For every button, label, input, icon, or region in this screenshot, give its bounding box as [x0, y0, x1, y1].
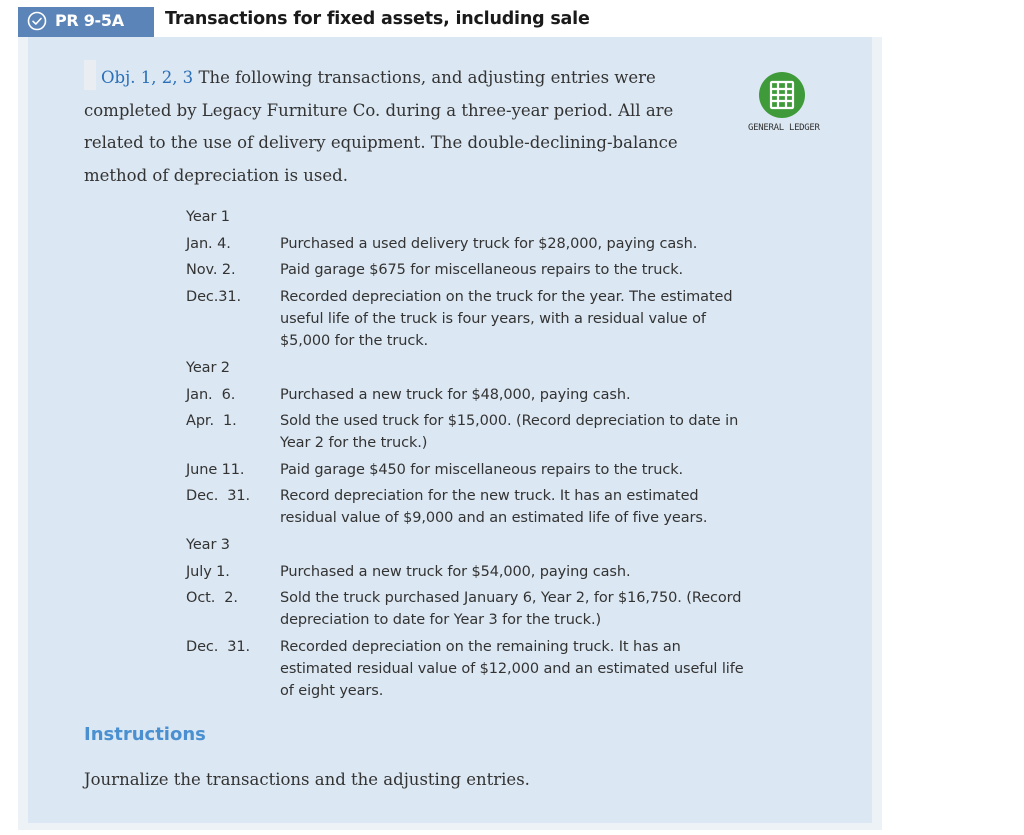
entry-date: Apr. 1.: [186, 413, 237, 429]
entry-date: Oct. 2.: [186, 590, 238, 606]
objective-numbers[interactable]: 1, 2, 3: [140, 68, 194, 87]
problem-badge: [18, 7, 154, 37]
entry-date: June 11.: [186, 462, 245, 478]
entry-date: Dec.31.: [186, 289, 242, 305]
entry-description: Purchased a used delivery truck for $28,000, paying cash.: [280, 236, 698, 252]
entry-description: Recorded depreciation on the remaining truck. It has an estimated residual value of $12,000 and an estimated useful life of eight years.: [280, 639, 744, 699]
entry-date: Nov. 2.: [186, 262, 236, 278]
general-ledger-icon: [759, 72, 805, 118]
entry-date: July 1.: [186, 564, 230, 580]
entry-description: Paid garage $450 for miscellaneous repairs to the truck.: [280, 462, 684, 478]
entry-description: Sold the truck purchased January 6, Year 2, for $16,750. (Record depreciation to date for Year 3 for the truck.): [280, 590, 742, 628]
check-circle-icon: [27, 11, 47, 31]
general-ledger-label: GENERAL LEDGER: [748, 123, 820, 133]
instructions-text: Journalize the transactions and the adjusting entries.: [84, 770, 530, 789]
general-ledger-badge: [748, 72, 820, 136]
problem-title: Transactions for fixed assets, including sale: [165, 9, 590, 29]
entry-description: Record depreciation for the new truck. It has an estimated residual value of $9,000 and an estimated life of five years.: [280, 488, 708, 526]
entry-date: Jan. 6.: [186, 387, 236, 403]
year-label: Year 3: [186, 537, 230, 553]
intro-text: The following transactions, and adjusting entries were completed by Legacy Furniture Co. during a three-year period. All are related to the use of delivery equipment. The double-declining-balance method of depreciation is used.: [84, 68, 678, 185]
entry-description: Paid garage $675 for miscellaneous repairs to the truck.: [280, 262, 684, 278]
year-label: Year 1: [186, 209, 230, 225]
problem-intro: [84, 62, 704, 192]
entry-date: Jan. 4.: [186, 236, 231, 252]
instructions-heading: Instructions: [84, 724, 206, 745]
entry-description: Purchased a new truck for $48,000, paying cash.: [280, 387, 631, 403]
objective-label: Obj.: [101, 68, 136, 87]
entry-description: Purchased a new truck for $54,000, paying cash.: [280, 564, 631, 580]
entry-date: Dec. 31.: [186, 639, 251, 655]
entry-date: Dec. 31.: [186, 488, 251, 504]
year-label: Year 2: [186, 360, 230, 376]
entry-description: Sold the used truck for $15,000. (Record depreciation to date in Year 2 for the truck.): [280, 413, 739, 451]
entry-description: Recorded depreciation on the truck for the year. The estimated useful life of the truck is four years, with a residual value of $5,000 for the truck.: [280, 289, 733, 349]
problem-number: PR 9-5A: [55, 11, 124, 30]
